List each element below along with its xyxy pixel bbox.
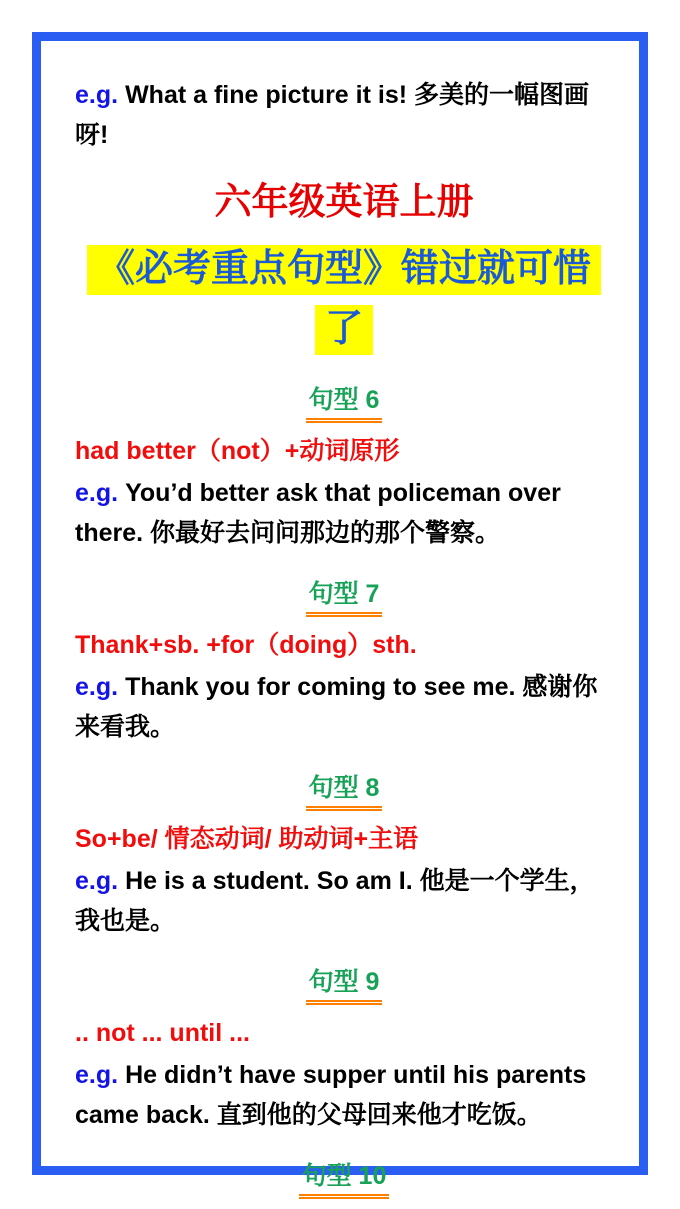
section-pattern-9 <box>75 965 613 1135</box>
example-text <box>75 861 613 941</box>
subtitle-highlight-2: 了 <box>315 305 373 355</box>
example-text <box>75 667 613 747</box>
example-sentence: He didn’t have supper until his parents came back. 直到他的父母回来他才吃饭。 <box>75 1061 587 1129</box>
eg-label: e.g. <box>75 673 119 701</box>
eg-label: e.g. <box>75 867 119 895</box>
section-pattern-8 <box>75 771 613 941</box>
section-header <box>75 771 613 811</box>
subtitle-line-1 <box>75 239 613 299</box>
pattern-text: had better（not）+动词原形 <box>75 437 400 465</box>
eg-label: e.g. <box>75 1061 119 1089</box>
intro-example <box>75 75 613 155</box>
section-header <box>75 577 613 617</box>
section-header-text: 句型 9 <box>306 965 383 1005</box>
section-pattern-10 <box>75 1159 613 1199</box>
section-pattern-7 <box>75 577 613 747</box>
eg-label: e.g. <box>75 81 119 109</box>
pattern-text: So+be/ 情态动词/ 助动词+主语 <box>75 825 419 853</box>
pattern-text: Thank+sb. +for（doing）sth. <box>75 631 417 659</box>
example-text <box>75 473 613 553</box>
example-sentence: You’d better ask that policeman over there. 你最好去问问那边的那个警察。 <box>75 479 561 547</box>
eg-label: e.g. <box>75 479 119 507</box>
example-text <box>75 1055 613 1135</box>
section-header-text: 句型 7 <box>306 577 383 617</box>
example-sentence: Thank you for coming to see me. 感谢你来看我。 <box>75 673 598 741</box>
section-header-text: 句型 10 <box>299 1159 390 1199</box>
example-sentence: He is a student. So am I. 他是一个学生，我也是。 <box>75 867 595 935</box>
section-header <box>75 965 613 1005</box>
subtitle <box>75 239 613 359</box>
page-title: 六年级英语上册 <box>214 181 474 222</box>
section-header-text: 句型 6 <box>306 383 383 423</box>
content-frame <box>32 32 648 1190</box>
section-header-text: 句型 8 <box>306 771 383 811</box>
intro-text: What a fine picture it is! 多美的一幅图画呀! <box>75 81 589 149</box>
subtitle-line-2 <box>75 299 613 359</box>
subtitle-highlight-1: 《必考重点句型》错过就可惜 <box>87 245 601 295</box>
section-header <box>75 1159 613 1199</box>
section-header <box>75 383 613 423</box>
pattern-text: .. not ... until ... <box>75 1019 250 1047</box>
section-pattern-6 <box>75 383 613 553</box>
